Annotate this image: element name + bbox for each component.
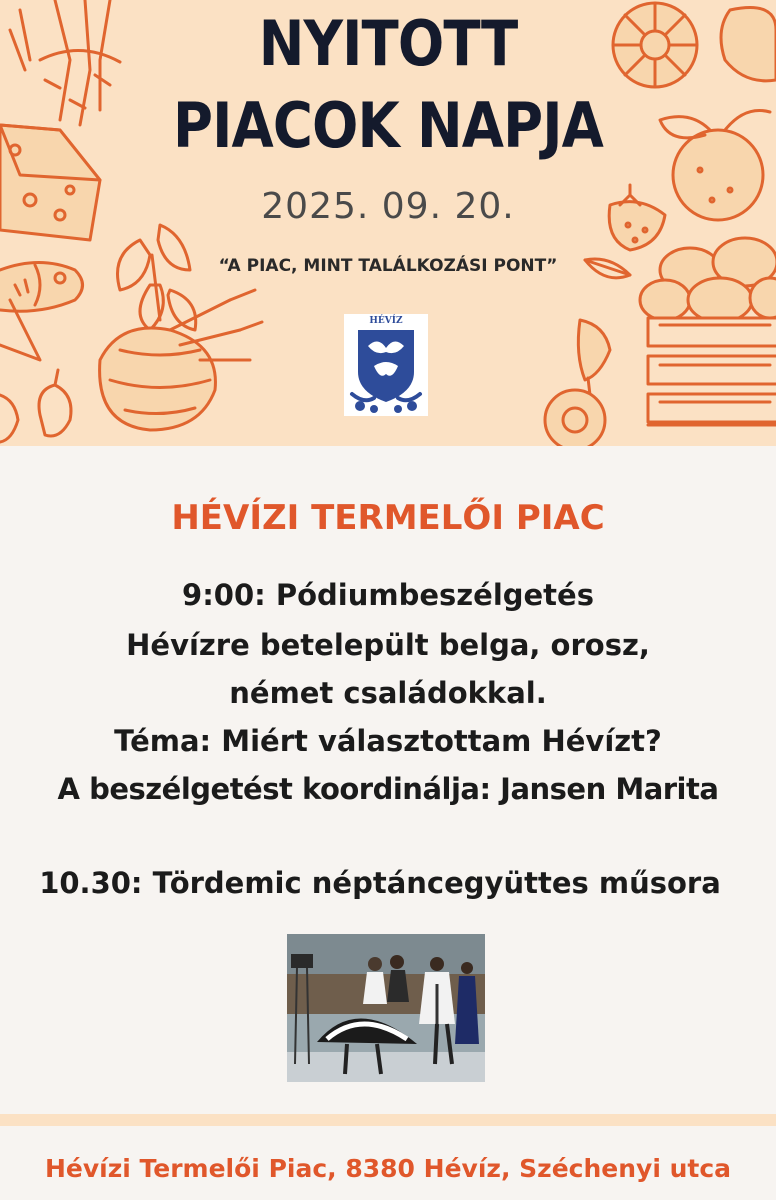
- program-line: Hévízre betelepült belga, orosz,: [126, 628, 650, 662]
- cucumber-slice-icon: [545, 390, 605, 446]
- basil-icon: [118, 225, 196, 330]
- heviz-coat-of-arms: [344, 314, 428, 416]
- program-line: Téma: Miért választottam Hévízt?: [114, 724, 662, 758]
- radish-icon: [578, 320, 610, 395]
- coat-of-arms-icon: [344, 314, 428, 416]
- poster-title-line-1: NYITOTT: [258, 7, 518, 80]
- garlic-icon: [39, 370, 71, 436]
- footer-divider: [0, 1114, 776, 1126]
- event-slogan: “A PIAC, MINT TALÁLKOZÁSI PONT”: [218, 256, 558, 276]
- section-title: HÉVÍZI TERMELŐI PIAC: [171, 498, 605, 538]
- fish-icon: [0, 263, 83, 361]
- poster-header: [0, 0, 776, 446]
- program-line: német családokkal.: [229, 676, 547, 710]
- onion-icon: [100, 328, 216, 430]
- program-line: A beszélgetést koordinálja: Jansen Marita: [57, 772, 719, 806]
- program-line: 9:00: Pódiumbeszélgetés: [182, 578, 594, 612]
- event-date: 2025. 09. 20.: [261, 186, 515, 227]
- cucumber-slice-icon: [0, 395, 18, 442]
- poster-title-line-2: PIACOK NAPJA: [172, 89, 604, 162]
- program-line: 10.30: Tördemic néptáncegyüttes műsora: [39, 866, 721, 900]
- folk-dance-photo: [287, 934, 485, 1082]
- footer-address: Hévízi Termelői Piac, 8380 Hévíz, Széchenyi utca: [44, 1154, 732, 1183]
- emblem-label: HÉVÍZ: [369, 316, 403, 326]
